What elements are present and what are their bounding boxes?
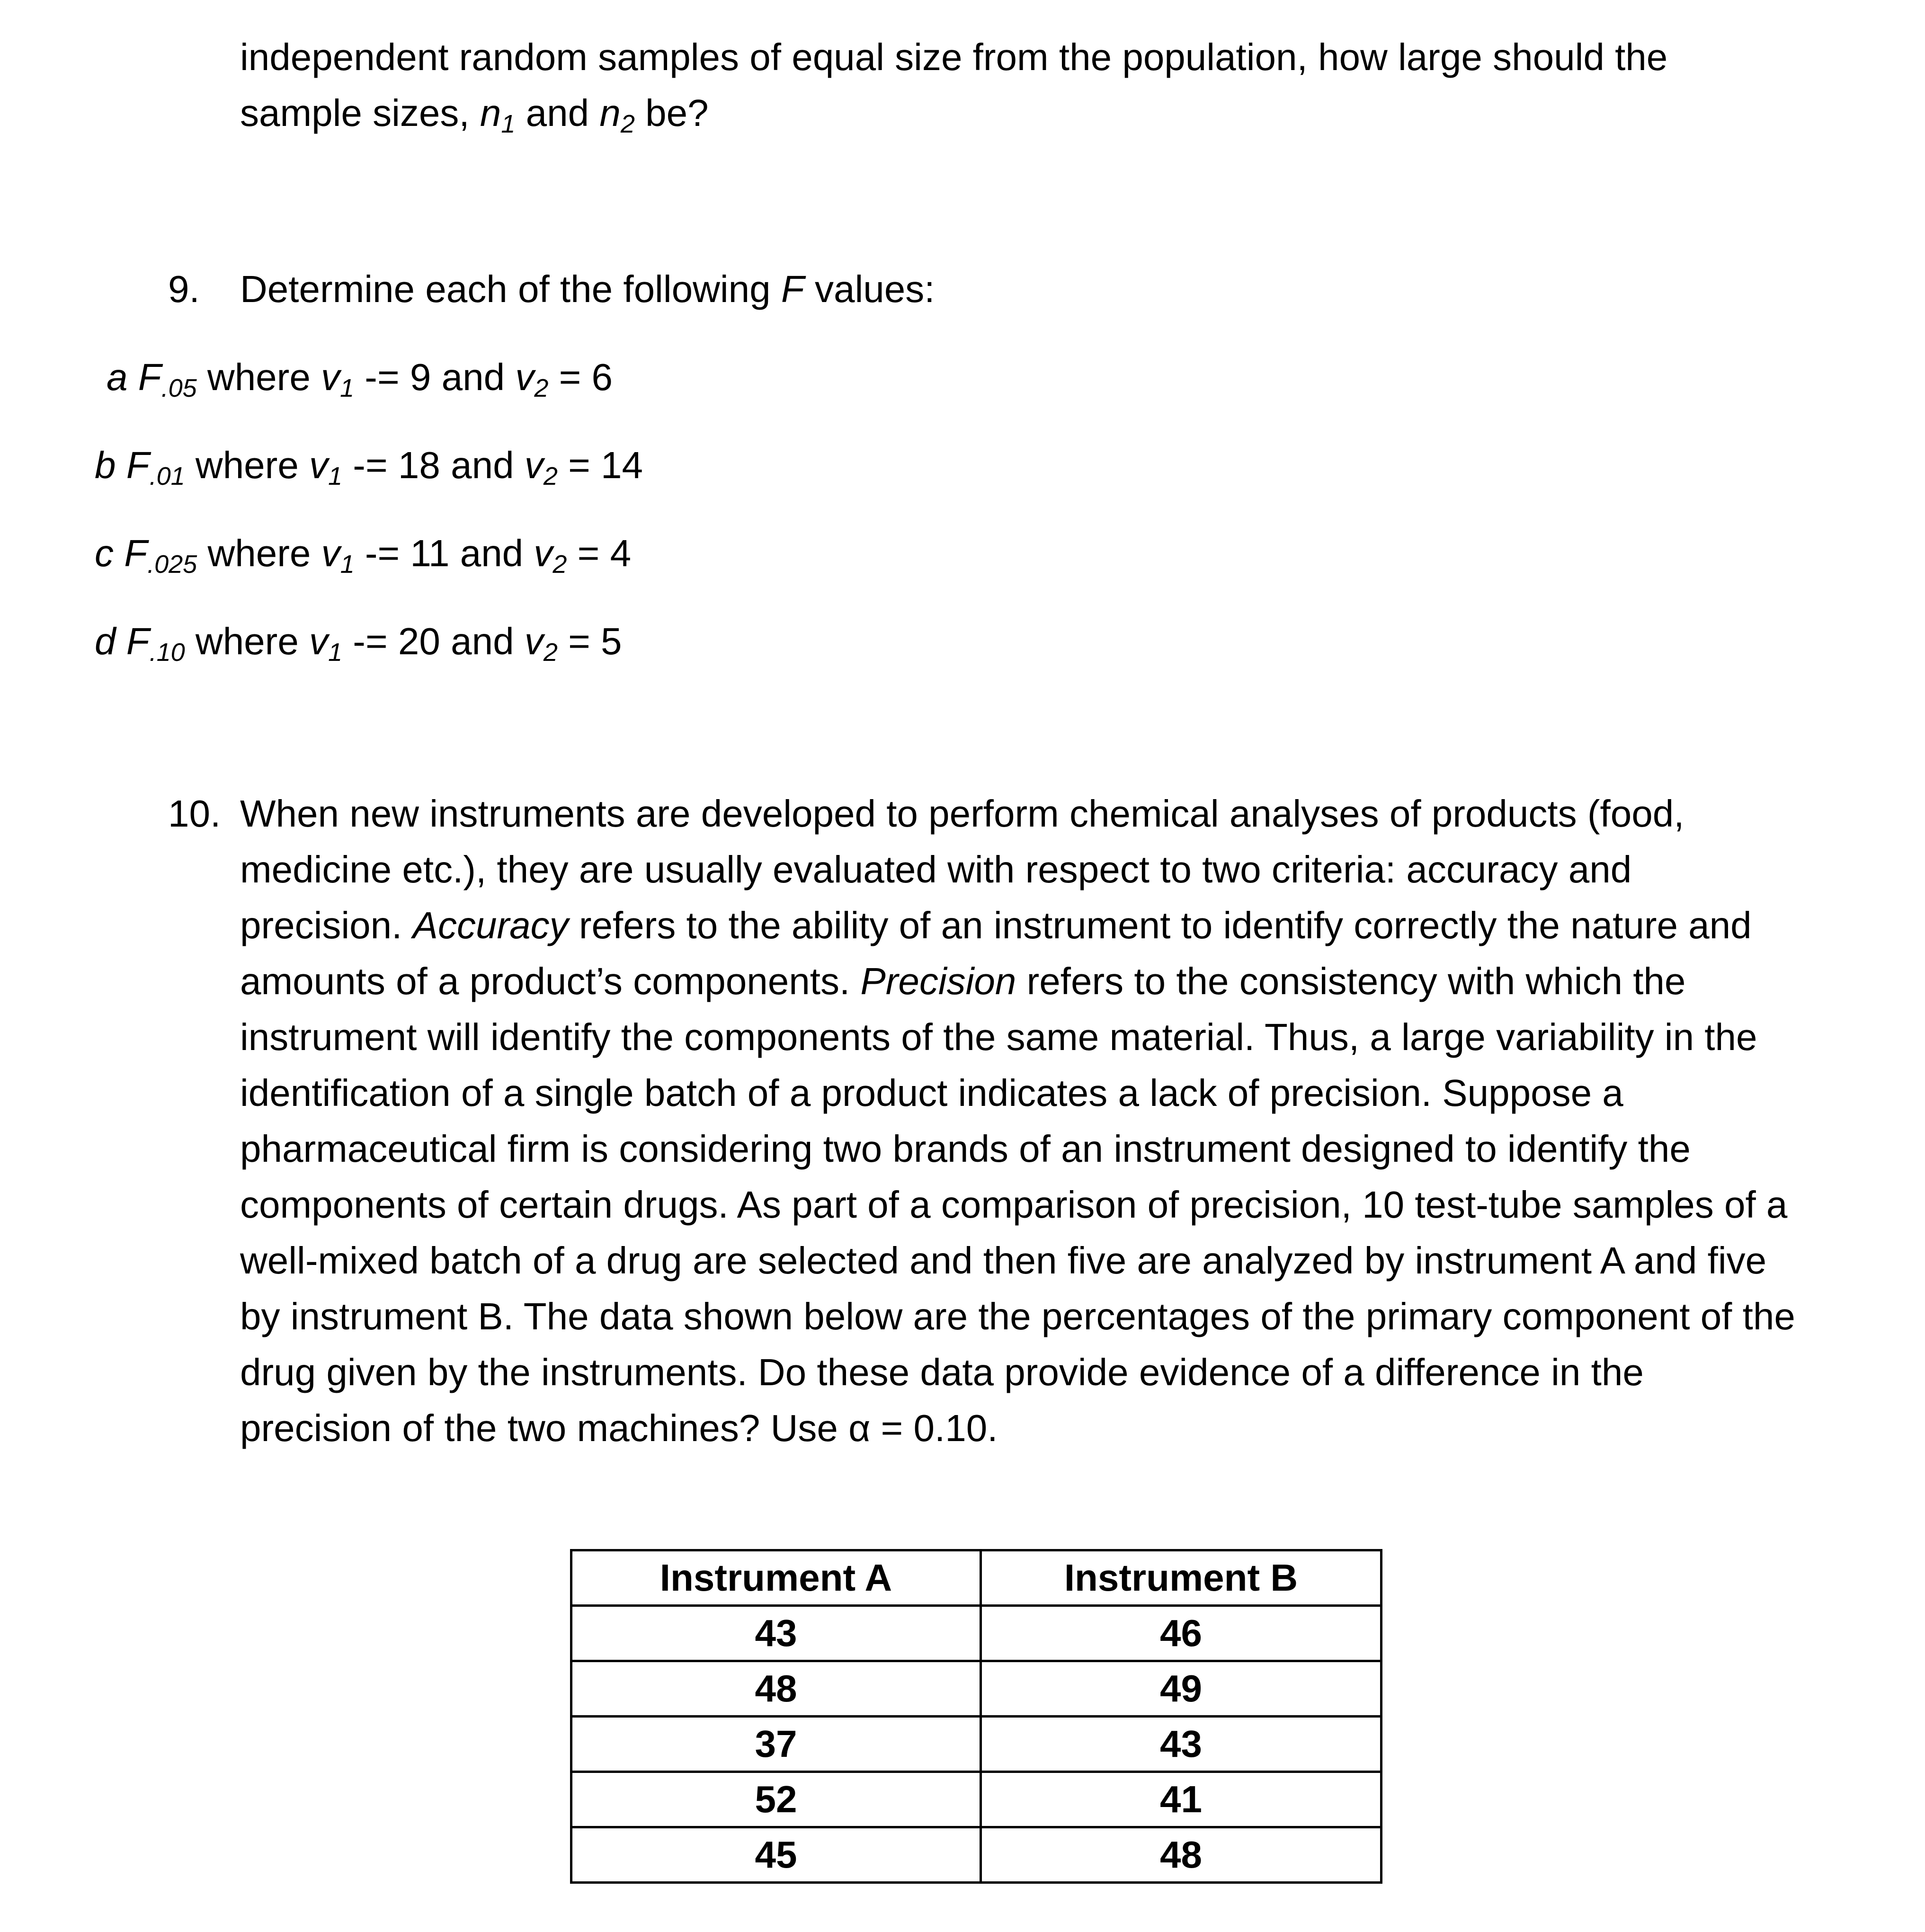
alpha-subscript: .025 bbox=[147, 550, 197, 579]
f-symbol: F bbox=[781, 268, 804, 310]
text: = bbox=[548, 356, 592, 398]
text: refers to the ability of an instrument to identify correctly the nature and amounts of a product’s components. bbox=[240, 904, 1752, 1002]
v2-value: 6 bbox=[591, 356, 613, 398]
v-symbol: v bbox=[524, 620, 544, 662]
subscript: 1 bbox=[328, 462, 343, 490]
prev-question-line-2 bbox=[240, 85, 709, 152]
text: = bbox=[557, 444, 601, 486]
text: -= bbox=[354, 356, 410, 398]
text: -= bbox=[342, 620, 398, 662]
text: -= bbox=[342, 444, 398, 486]
table-row bbox=[571, 1606, 1381, 1661]
alpha-subscript: .10 bbox=[149, 638, 185, 667]
cell: 43 bbox=[981, 1717, 1381, 1772]
v1-value: 11 bbox=[410, 532, 450, 574]
text: and bbox=[440, 620, 525, 662]
table-row bbox=[571, 1661, 1381, 1717]
alpha-subscript: .01 bbox=[149, 462, 185, 490]
subscript: 1 bbox=[328, 638, 343, 667]
v2-value: 14 bbox=[601, 444, 643, 486]
question-9-item-c bbox=[95, 525, 631, 592]
n-symbol: n bbox=[599, 92, 621, 134]
subscript: 1 bbox=[340, 374, 355, 402]
v-symbol: v bbox=[524, 444, 544, 486]
f-symbol: F bbox=[124, 532, 148, 574]
instrument-data-table bbox=[570, 1549, 1382, 1884]
v-symbol: v bbox=[309, 444, 329, 486]
subscript: 2 bbox=[534, 374, 549, 402]
alpha-subscript: .05 bbox=[161, 374, 197, 402]
question-10-number: 10. bbox=[168, 792, 221, 835]
cell: 48 bbox=[981, 1827, 1381, 1883]
item-letter: d bbox=[95, 620, 116, 662]
v2-value: 4 bbox=[610, 532, 632, 574]
prev-question-line-1: independent random samples of equal size from the population, how large should the bbox=[240, 36, 1668, 78]
text: where bbox=[185, 620, 310, 662]
f-symbol: F bbox=[126, 444, 150, 486]
subscript: 1 bbox=[501, 110, 516, 138]
cell: 43 bbox=[571, 1606, 981, 1661]
text: When new instruments are developed to perform chemical analyses of products (food, medicine etc.), they are usually evaluated with respect to two criteria: accuracy and precision. bbox=[240, 792, 1684, 946]
cell: 48 bbox=[571, 1661, 981, 1717]
text: sample sizes, bbox=[240, 92, 480, 134]
f-symbol: F bbox=[126, 620, 150, 662]
subscript: 2 bbox=[543, 638, 558, 667]
text: and bbox=[449, 532, 534, 574]
cell: 49 bbox=[981, 1661, 1381, 1717]
subscript: 2 bbox=[553, 550, 567, 579]
cell: 46 bbox=[981, 1606, 1381, 1661]
cell: 41 bbox=[981, 1772, 1381, 1827]
v1-value: 20 bbox=[398, 620, 440, 662]
text: where bbox=[196, 356, 321, 398]
cell: 52 bbox=[571, 1772, 981, 1827]
n-symbol: n bbox=[480, 92, 501, 134]
term-precision: Precision bbox=[860, 960, 1016, 1002]
v-symbol: v bbox=[515, 356, 535, 398]
question-9-number: 9. bbox=[168, 268, 200, 310]
column-header: Instrument A bbox=[571, 1550, 981, 1606]
subscript: 1 bbox=[340, 550, 355, 579]
text: and bbox=[440, 444, 525, 486]
v-symbol: v bbox=[309, 620, 329, 662]
term-accuracy: Accuracy bbox=[412, 904, 569, 946]
item-letter: b bbox=[95, 444, 116, 486]
v1-value: 9 bbox=[410, 356, 431, 398]
question-9-item-b bbox=[95, 437, 643, 504]
table-header-row bbox=[571, 1550, 1381, 1606]
text: refers to the consistency with which the instrument will identify the components of the same material. Thus, a large variability in the identification of a single batch of a product indicates a lack of precision. Suppose a pharmaceutical firm is considering two brands of an instrument designed to identify the components of certain drugs. As part of a comparison of precision, 10 test-tube samples of a well-mixed batch of a drug are selected and then five are analyzed by instrument A and five by instrument B. The data shown below are the percentages of the primary component of the drug given by the instruments. Do these data provide evidence of a difference in the precision of the two machines? Use α = 0.10. bbox=[240, 960, 1795, 1449]
subscript: 2 bbox=[620, 110, 635, 138]
item-letter: c bbox=[95, 532, 114, 574]
text: = bbox=[557, 620, 601, 662]
question-9-item-d bbox=[95, 614, 622, 680]
question-9-intro bbox=[240, 261, 935, 317]
question-9-item-a bbox=[107, 349, 613, 416]
text: where bbox=[197, 532, 321, 574]
v-symbol: v bbox=[321, 356, 340, 398]
text: = bbox=[567, 532, 610, 574]
text: -= bbox=[354, 532, 410, 574]
cell: 45 bbox=[571, 1827, 981, 1883]
item-letter: a bbox=[107, 356, 128, 398]
text: Determine each of the following bbox=[240, 268, 781, 310]
f-symbol: F bbox=[138, 356, 161, 398]
text: where bbox=[185, 444, 310, 486]
text: be? bbox=[634, 92, 709, 134]
v-symbol: v bbox=[321, 532, 340, 574]
v1-value: 18 bbox=[398, 444, 440, 486]
question-10-text bbox=[240, 786, 1798, 1456]
cell: 37 bbox=[571, 1717, 981, 1772]
text: values: bbox=[804, 268, 935, 310]
table-row bbox=[571, 1717, 1381, 1772]
table-row bbox=[571, 1827, 1381, 1883]
v2-value: 5 bbox=[601, 620, 622, 662]
v-symbol: v bbox=[534, 532, 553, 574]
text: and bbox=[431, 356, 516, 398]
table-row bbox=[571, 1772, 1381, 1827]
column-header: Instrument B bbox=[981, 1550, 1381, 1606]
subscript: 2 bbox=[543, 462, 558, 490]
text: and bbox=[515, 92, 600, 134]
